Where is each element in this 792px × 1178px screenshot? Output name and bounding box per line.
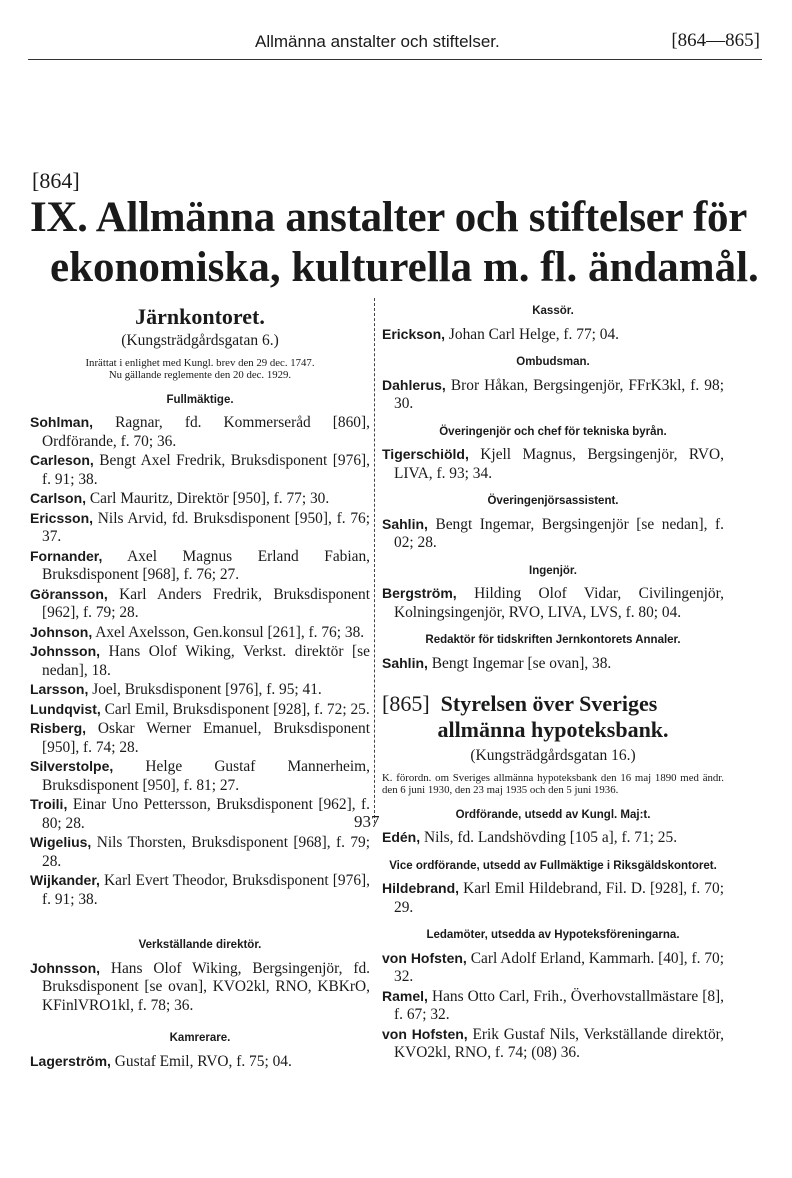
section-865-note: K. förordn. om Sveriges allmänna hypoteksbank den 16 maj 1890 med ändr. den 6 juni 1930, den 23 maj 1935 och den 5 juni 1936.	[382, 771, 724, 796]
running-head-pages: [864—865]	[671, 30, 760, 51]
kassor-entry: Erickson, Johan Carl Helge, f. 77; 04.	[382, 325, 620, 343]
list-item: von Hofsten, Erik Gustaf Nils, Verkställande direktör, KVO2kl, RNO, f. 74; (08) 36.	[382, 1025, 724, 1061]
kamrerare-entry: Lagerström, Gustaf Emil, RVO, f. 75; 04.	[30, 1052, 292, 1070]
ordforande-entry: Edén, Nils, fd. Landshövding [105 a], f. 71; 25.	[382, 829, 678, 846]
label-vice: Vice ordförande, utsedd av Fullmäktige i Riksgäldskontoret.	[389, 859, 717, 872]
list-item: Ramel, Hans Otto Carl, Frih., Överhovstallmästare [8], f. 67; 32.	[382, 987, 724, 1023]
section-865-address: (Kungsträdgårdsgatan 16.)	[470, 747, 636, 764]
label-direktor: Verkställande direktör.	[138, 939, 262, 951]
list-item: Risberg, Oskar Werner Emanuel, Bruksdisponent [950], f. 74; 28.	[30, 720, 370, 756]
label-overingenjor: Överingenjör och chef för tekniska byrån.	[439, 425, 667, 438]
overingenjor-entry: Tigerschiöld, Kjell Magnus, Bergsingenjör, RVO, LIVA, f. 93; 34.	[382, 446, 724, 482]
redaktor-entry: Sahlin, Bengt Ingemar [se ovan], 38.	[382, 654, 612, 672]
list-item: Fornander, Axel Magnus Erland Fabian, Bruksdisponent [968], f. 76; 27.	[30, 547, 371, 583]
direktor-entry: Johnsson, Hans Olof Wiking, Bergsingenjör, fd. Bruksdisponent [se ovan], KVO2kl, RNO, KBKrO, KFinlVRO1kl, f. 78; 36.	[30, 959, 370, 1014]
list-item: von Hofsten, Carl Adolf Erland, Kammarh. [40], f. 70; 32.	[382, 949, 724, 985]
chapter-title-line1: IX. Allmänna anstalter och stiftelser för	[30, 194, 748, 241]
label-assistent: Överingenjörsassistent.	[487, 495, 619, 507]
list-item: Silverstolpe, Helge Gustaf Mannerheim, Bruksdisponent [950], f. 81; 27.	[30, 758, 370, 794]
institution-address: (Kungsträdgårdsgatan 6.)	[121, 332, 279, 349]
ingenjor-entry: Bergström, Hilding Olof Vidar, Civilingenjör, Kolningsingenjör, RVO, LIVA, LVS, f. 80; 04.	[382, 585, 724, 621]
list-item: Lundqvist, Carl Emil, Bruksdisponent [928], f. 72; 25.	[30, 700, 370, 718]
left-column	[30, 304, 370, 1071]
section-865-heading	[382, 691, 724, 743]
list-item: Carleson, Bengt Axel Fredrik, Bruksdisponent [976], f. 91; 38.	[30, 452, 370, 488]
list-item: Sohlman, Ragnar, fd. Kommerseråd [860], Ordförande, f. 70; 36.	[30, 414, 370, 450]
list-item: Ericsson, Nils Arvid, fd. Bruksdisponent [950], f. 76; 37.	[30, 509, 370, 545]
list-item: Larsson, Joel, Bruksdisponent [976], f. 95; 41.	[30, 681, 322, 698]
label-ledamoter: Ledamöter, utsedda av Hypoteksföreningarna.	[426, 929, 680, 941]
assistent-entry: Sahlin, Bengt Ingemar, Bergsingenjör [se nedan], f. 02; 28.	[382, 515, 724, 551]
list-item: Wijkander, Karl Evert Theodor, Bruksdisponent [976], f. 91; 38.	[30, 872, 370, 908]
label-ordforande: Ordförande, utsedd av Kungl. Maj:t.	[455, 808, 651, 821]
list-item: Troili, Einar Uno Pettersson, Bruksdisponent [962], f. 80; 28.	[30, 796, 370, 832]
section-865-title-1: Styrelsen över Sveriges	[440, 691, 658, 716]
ombudsman-entry: Dahlerus, Bror Håkan, Bergsingenjör, FFrK3kl, f. 98; 30.	[382, 376, 724, 412]
chapter-title-line2: ekonomiska, kulturella m. fl. ändamål.	[50, 244, 759, 291]
list-item: Johnsson, Hans Olof Wiking, Verkst. direktör [se nedan], 18.	[30, 643, 370, 679]
column-divider	[374, 298, 375, 823]
label-ingenjor: Ingenjör.	[529, 564, 577, 577]
running-head	[30, 30, 760, 58]
running-head-title: Allmänna anstalter och stiftelser.	[255, 32, 500, 51]
page-number: 937	[354, 812, 380, 831]
list-item: Wigelius, Nils Thorsten, Bruksdisponent [968], f. 79; 28.	[30, 834, 370, 870]
label-kassor: Kassör.	[532, 305, 574, 317]
vice-entry: Hildebrand, Karl Emil Hildebrand, Fil. D. [928], f. 70; 29.	[382, 880, 724, 916]
label-redaktor: Redaktör för tidskriften Jernkontorets Annaler.	[425, 634, 681, 646]
list-item: Johnson, Axel Axelsson, Gen.konsul [261], f. 76; 38.	[30, 623, 365, 641]
section-865-number: [865]	[382, 691, 430, 716]
header-rule	[28, 59, 762, 61]
institution-note-2: Nu gällande reglemente den 20 dec. 1929.	[108, 369, 292, 381]
right-column	[382, 302, 724, 1063]
institution-note-1: Inrättat i enlighet med Kungl. brev den 29 dec. 1747.	[85, 356, 315, 369]
chapter-title	[30, 193, 770, 293]
fullmaktige-list	[30, 413, 370, 909]
label-ombudsman: Ombudsman.	[516, 356, 590, 368]
label-kamrerare: Kamrerare.	[169, 1032, 231, 1044]
institution-heading: Järnkontoret.	[135, 304, 265, 329]
section-number: [864]	[32, 168, 80, 193]
list-item: Carlson, Carl Mauritz, Direktör [950], f. 77; 30.	[30, 490, 330, 507]
section-865-title-2: allmänna hypoteksbank.	[437, 717, 669, 742]
list-item: Göransson, Karl Anders Fredrik, Bruksdisponent [962], f. 79; 28.	[30, 585, 370, 621]
label-fullmaktige: Fullmäktige.	[166, 393, 234, 406]
section-865	[382, 691, 724, 1063]
